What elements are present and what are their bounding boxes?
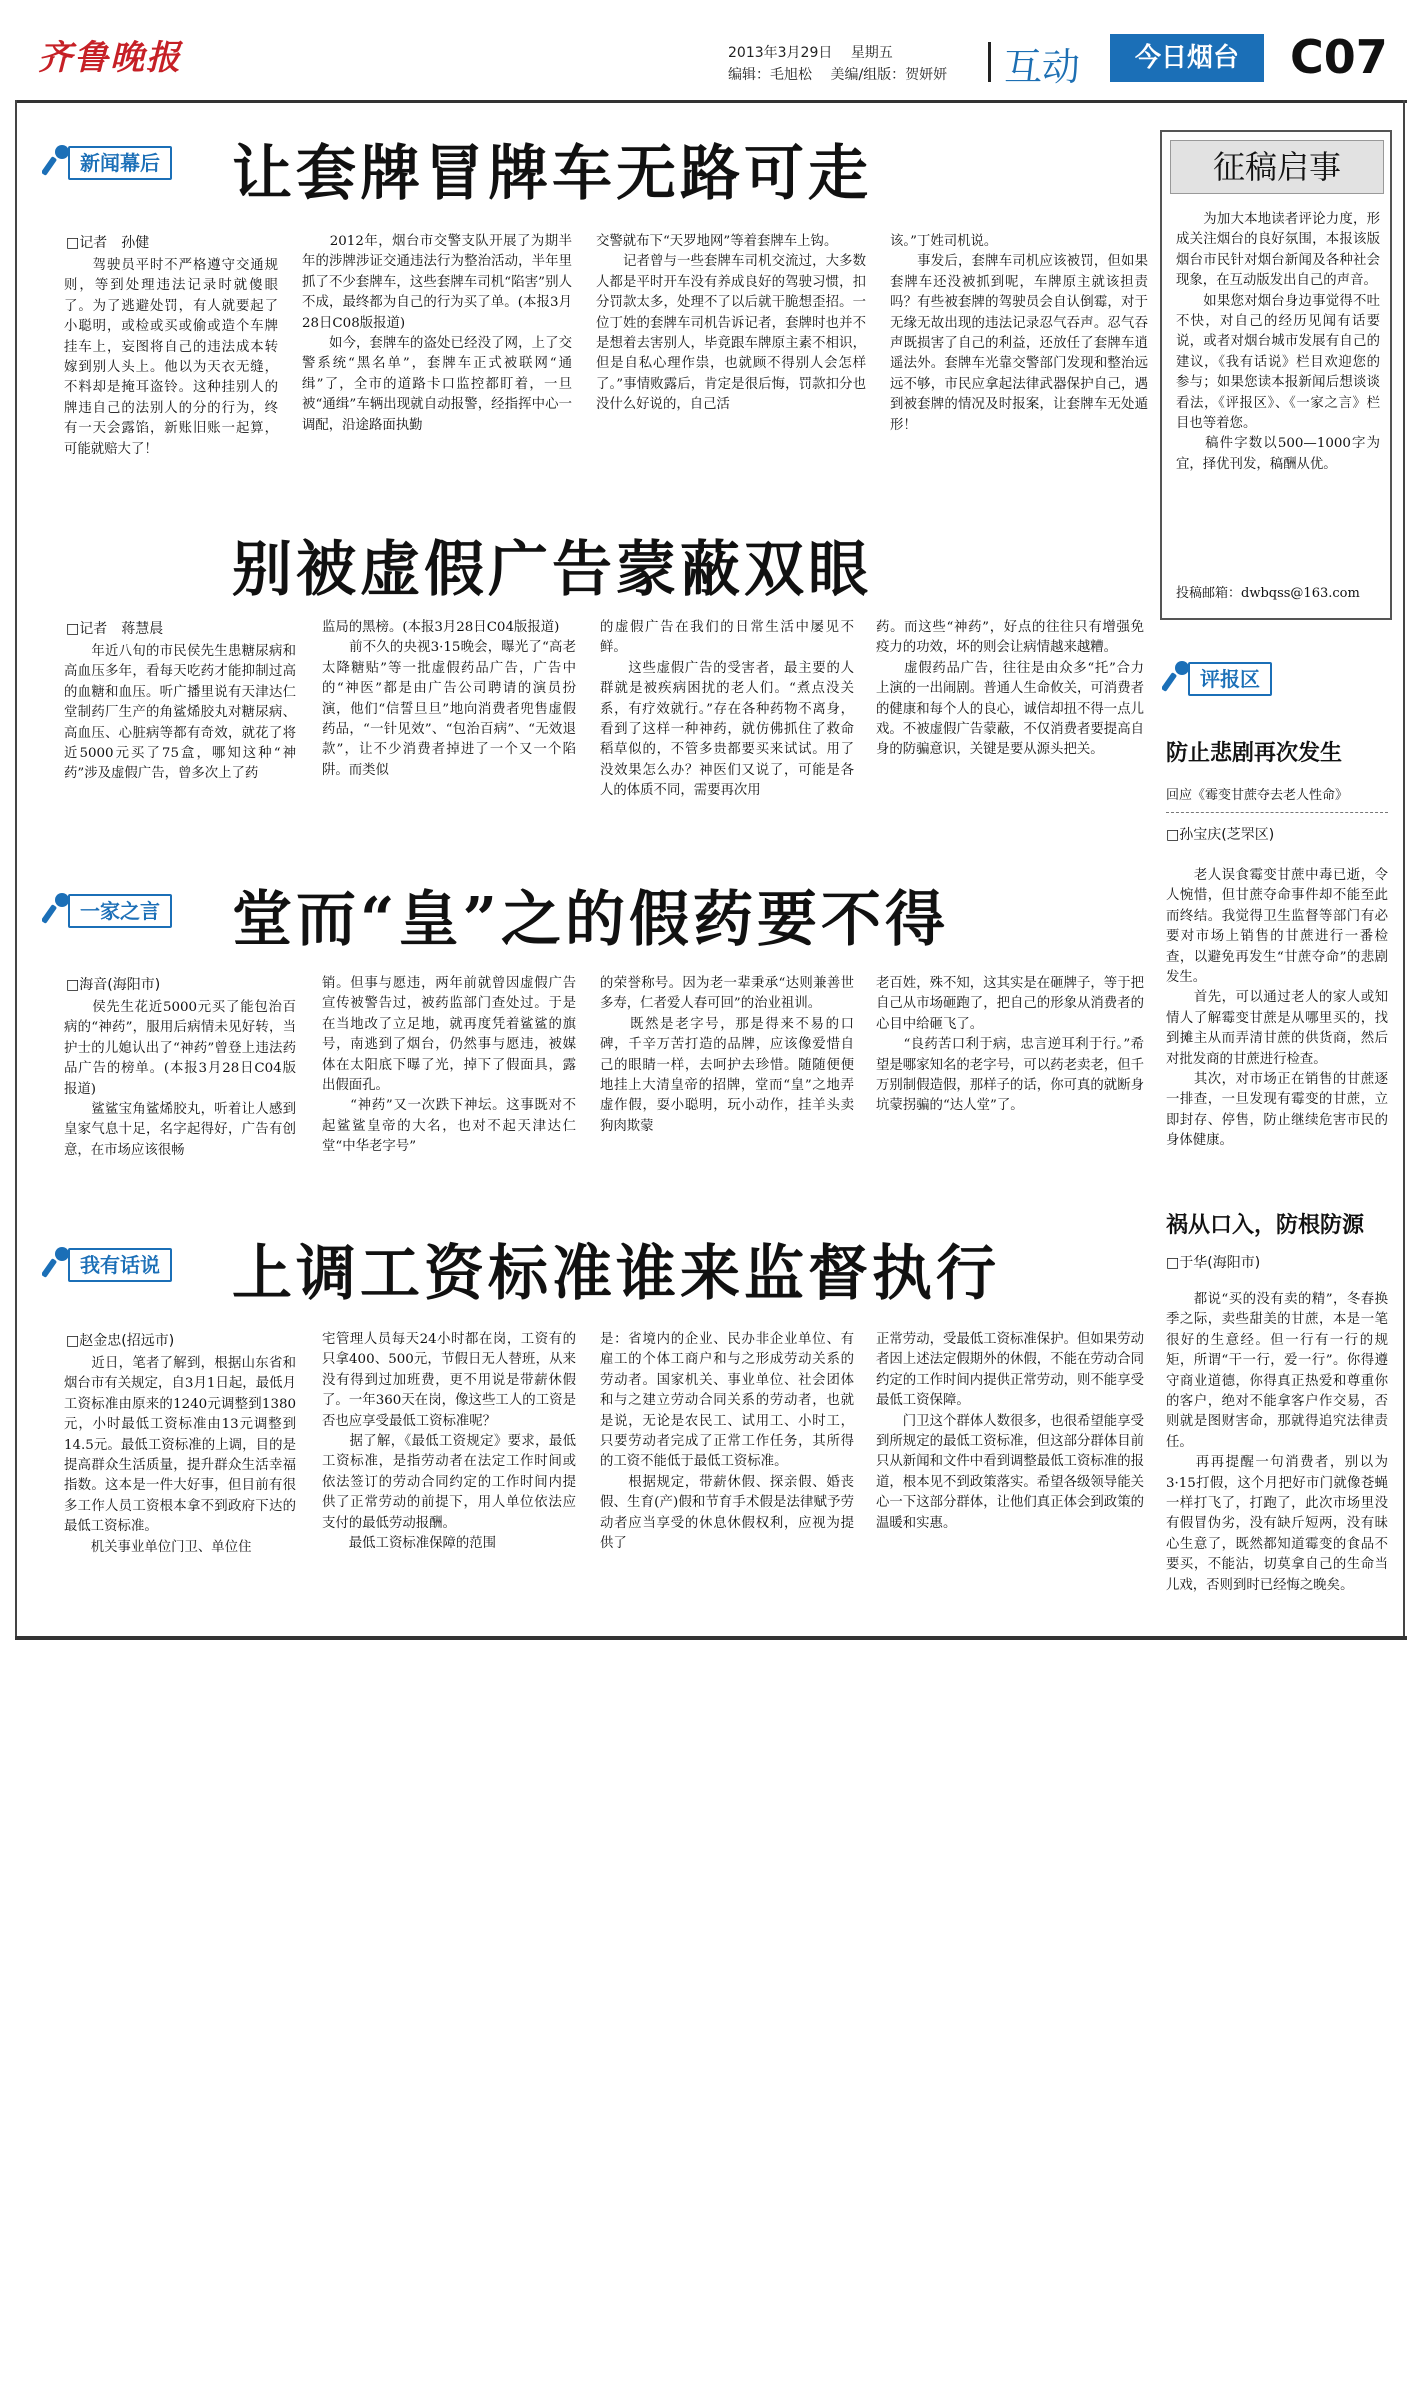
sidebar-headline-2: 祸从口入，防根防源 (1166, 1212, 1365, 1238)
tag-label: 我有话说 (68, 1248, 172, 1282)
editor-credit: 编辑：毛旭松 (728, 67, 812, 83)
article3-col4: 老百姓，殊不知，这其实是在砸牌子，等于把自己从市场砸跑了，把自己的形象从消费者的心目中给砸飞了。 “良药苦口利于病，忠言逆耳利于行。”希望是哪家知名的老字号，可以药老卖老，但千万别制假造假，那样子的话，你可真的就断身坑蒙拐骗的“达人堂”了。 (876, 976, 1144, 1114)
bottom-rule (15, 1636, 1407, 1640)
headline-4: 上调工资标准谁来监督执行 (232, 1239, 1000, 1309)
newspaper-logo: 齐鲁晚报 (38, 38, 182, 78)
article4-col1: 近日，笔者了解到，根据山东省和烟台市有关规定，自3月1日起，最低月工资标准由原来的1240元调整到1380元，小时最低工资标准由13元调整到14.5元。最低工资标准的上调，目的是提高群众生活质量，提升群众生活幸福指数。这本是一件大好事，但目前有很多工作人员工资根本拿不到政府下达的最低工资标准。 机关事业单位门卫、单位住 (64, 1356, 296, 1555)
section-badge: 今日烟台 (1110, 34, 1264, 82)
article1-col2: 2012年，烟台市交警支队开展了为期半年的涉牌涉证交通违法行为整治活动，半年里抓了不少套牌车，这些套牌车司机“陷害”别人不成，最终都为自己的行为买了单。(本报3月28日C08版报道) 如今，套牌车的盗处已经没了网，上了交警系统“黑名单”，套牌车正式被联网“通缉”了，全市的道路卡口监控都盯着，一旦被“通缉”车辆出现就自动报警，经指挥中心一调配，沿途路面执勤 (302, 234, 572, 433)
article1-col4: 该。”丁姓司机说。 事发后，套牌车司机应该被罚，但如果套牌车还没被抓到呢，车牌原主就该担责吗？有些被套牌的驾驶员会自认倒霉，对于无缘无故出现的违法记录忍气吞声。忍气吞声既损害了自己的利益，还放任了套牌车逍遥法外。套牌车光靠交警部门发现和整治远远不够，市民应拿起法律武器保护自己，遇到被套牌的情况及时报案，让套牌车无处遁形！ (890, 234, 1148, 433)
divider (1166, 812, 1388, 813)
tag-label: 一家之言 (68, 894, 172, 928)
issue-weekday: 星期五 (850, 45, 893, 61)
submission-email: 投稿邮箱：dwbqss@163.com (1176, 586, 1360, 601)
article3-col3: 的荣誉称号。因为老一辈秉承“达则兼善世多寿，仁者爱人春可回”的治业祖训。 既然是老字号，那是得来不易的口碑，千辛万苦打造的品牌，应该像爱惜自己的眼睛一样，去呵护去珍惜。随随便便地挂上大清皇帝的招牌，堂而“皇”之地弄虚作假，耍小聪明，玩小动作，挂羊头卖狗肉欺蒙 (600, 976, 854, 1134)
headline-2: 别被虚假广告蒙蔽双眼 (232, 535, 872, 605)
byline-1: □记者 孙健 (66, 235, 150, 251)
article1-col1: 驾驶员平时不严格遵守交通规则，等到处理违法记录时就傻眼了。为了逃避处罚，有人就要起了小聪明，或检或买或偷或造个车牌挂车上，妄图将自己的违法成本转嫁到别人头上。他以为天衣无缝，不料却是掩耳盗铃。这种挂别人的牌违自己的法别人的分的行为，终有一天会露馅，新账旧账一起算，可能就赔大了！ (64, 258, 278, 457)
byline-4: □赵金忠(招远市) (66, 1333, 175, 1349)
headline-1: 让套牌冒牌车无路可走 (232, 139, 872, 209)
tag-label: 新闻幕后 (68, 146, 172, 180)
article3-col2: 销。但事与愿违，两年前就曾因虚假广告宣传被警告过，被药监部门查处过。于是在当地改了立足地，就再度凭着鲨鲨的旗号，南逃到了烟台，仍然事与愿违，被媒体在太阳底下曝了光，掉下了假面具，露出假面孔。 “神药”又一次跌下神坛。这事既对不起鲨鲨皇帝的大名，也对不起天津达仁堂“中华老字号” (322, 976, 576, 1155)
date-line (728, 42, 907, 62)
sidebar-byline-1: □孙宝庆(芝罘区) (1166, 827, 1275, 843)
article4-col4: 正常劳动，受最低工资标准保护。但如果劳动者因上述法定假期外的休假，不能在劳动合同约定的工作时间内提供正常劳动，则不能享受最低工资保障。 门卫这个群体人数很多，也很希望能享受到所规定的最低工资标准，但这部分群体目前只从新闻和文件中看到调整最低工资标准的报道，根本见不到政策落实。希望各级领导能关心一下这部分群体，让他们真正体会到政策的温暖和实惠。 (876, 1332, 1144, 1531)
article2-col2: 监局的黑榜。(本报3月28日C04版报道) 前不久的央视3·15晚会，曝光了“高老太降糖贴”等一批虚假药品广告，广告中的“神医”都是由广告公司聘请的演员扮演，他们“信誓旦旦”地向消费者兜售虚假药品，“一针见效”、“包治百病”、“无效退款”，让不少消费者掉进了一个又一个陷阱。而类似 (322, 620, 576, 778)
page-number: C07 (1290, 30, 1388, 84)
article4-col3: 是：省境内的企业、民办非企业单位、有雇工的个体工商户和与之形成劳动关系的劳动者。国家机关、事业单位、社会团体和与之建立劳动合同关系的劳动者，也就是说，无论是农民工、试用工、小时工，只要劳动者完成了正常工作任务，其所得的工资不能低于最低工资标准。 根据规定，带薪休假、探亲假、婚丧假、生育(产)假和节育手术假是法律赋予劳动者应当享受的休息休假权利，应视为提供了 (600, 1332, 854, 1552)
page-header (0, 0, 1417, 100)
issue-date: 2013年3月29日 (728, 45, 833, 61)
byline-2: □记者 蒋慧晨 (66, 621, 164, 637)
sidebar-headline-1: 防止悲剧再次发生 (1166, 740, 1343, 766)
call-for-submissions-box (1160, 130, 1392, 620)
article1-col3: 交警就布下“天罗地网”等着套牌车上钩。 记者曾与一些套牌车司机交流过，大多数人都是平时开车没有养成良好的驾驶习惯，扣分罚款太多，处理不了以后就干脆想歪招。一位丁姓的套牌车司机告诉记者，套牌时也并不是想着去害别人，毕竟跟车牌原主素不相识，但是自私心理作祟，也就顾不得别人会怎样了。”事情败露后，肯定是很后悔，罚款扣分也没什么好说的，自己活 (596, 234, 866, 413)
headline-3: 堂而“皇”之的假药要不得 (232, 885, 950, 955)
article2-col3: 的虚假广告在我们的日常生活中屡见不鲜。 这些虚假广告的受害者，最主要的人群就是被疾病困扰的老人们。“煮点没关系，有疗效就行。”存在各种药物不离身，看到了这样一种神药，就仿佛抓住了救命稻草似的，不管多贵都要买来试试。用了没效果怎么办？神医们又说了，可能是各人的体质不同，需要再次用 (600, 620, 854, 799)
sidebar-sub-1: 回应《霉变甘蔗夺去老人性命》 (1166, 788, 1349, 803)
call-for-submissions-text: 为加大本地读者评论力度，形成关注烟台的良好氛围，本报该版烟台市民针对烟台新闻及各种社会现象，在互动版发出自己的声音。 如果您对烟台身边事觉得不吐不快，对自己的经历见闻有话要说，或者对烟台城市发展有自己的建议，《我有话说》栏目欢迎您的参与；如果您读本报新闻后想谈谈看法，《评报区》、《一家之言》栏目也等着您。 稿件字数以500—1000字为宜，择优刊发，稿酬从优。 (1176, 212, 1380, 472)
section-name: 互动 (1004, 45, 1081, 89)
editor-line (728, 64, 961, 84)
call-for-submissions-title: 征稿启事 (1170, 140, 1384, 194)
sidebar-text-1: 老人误食霉变甘蔗中毒已逝，令人惋惜，但甘蔗夺命事件却不能至此而终结。我觉得卫生监督等部门有必要对市场上销售的甘蔗进行一番检查，以避免再发生“甘蔗夺命”的悲剧发生。 首先，可以通过老人的家人或知情人了解霉变甘蔗是从哪里买的，找到摊主从而弄清甘蔗的供货商，然后对批发商的甘蔗进行检查。 其次，对市场正在销售的甘蔗逐一排查，一旦发现有霉变的甘蔗，立即封存、停售，防止继续危害市民的身体健康。 (1166, 868, 1388, 1149)
article3-col1: 侯先生花近5000元买了能包治百病的“神药”，服用后病情未见好转，当护士的儿媳认出了“神药”曾登上违法药品广告的榜单。(本报3月28日C04版报道) 鲨鲨宝角鲨烯胶丸，听着让人感到皇家气息十足，名字起得好，广告有创意，在市场应该很畅 (64, 1000, 296, 1158)
article4-col2: 宅管理人员每天24小时都在岗，工资有的只拿400、500元，节假日无人替班，从来没有得到过加班费，更不用说是带薪休假了。一年360天在岗，像这些工人的工资是否也应享受最低工资标准呢？ 据了解，《最低工资规定》要求，最低工资标准，是指劳动者在法定工作时间或依法签订的劳动合同约定的工作时间内提供了正常劳动的前提下，用人单位依法应支付的最低劳动报酬。 最低工资标准保障的范围 (322, 1332, 576, 1552)
tag-label: 评报区 (1188, 662, 1272, 696)
sidebar-byline-2: □于华(海阳市) (1166, 1255, 1261, 1271)
design-credit: 美编/组版：贺妍妍 (830, 67, 948, 83)
header-divider (988, 42, 991, 82)
article2-col4: 药。而这些“神药”，好点的往往只有增强免疫力的功效，坏的则会让病情越来越糟。 虚假药品广告，往往是由众多“托”合力上演的一出闹剧。普通人生命攸关，可消费者的健康和每个人的良心，诚信却扭不得一点儿戏。不被虚假广告蒙蔽，不仅消费者要提高自身的防骗意识，关键是要从源头把关。 (876, 620, 1144, 758)
article2-col1: 年近八旬的市民侯先生患糖尿病和高血压多年，看每天吃药才能抑制过高的血糖和血压。听广播里说有天津达仁堂制药厂生产的角鲨烯胶丸对糖尿病、高血压、心脏病等都有奇效，就花了将近5000元买了75盒，哪知这种“神药”涉及虚假广告，曾多次上了药 (64, 644, 296, 782)
byline-3: □海音(海阳市) (66, 977, 161, 993)
sidebar-text-2: 都说“买的没有卖的精”，冬春换季之际，卖些甜美的甘蔗，本是一笔很好的生意经。但一行有一行的规矩，所谓“干一行，爱一行”。你得遵守商业道德，你得真正热爱和尊重你的客户，绝对不能拿客户作交易，否则就是图财害命，那就得追究法律责任。 再再提醒一句消费者，别以为3·15打假，这个月把好市门就像苍蝇一样打飞了，打跑了，此次市场里没有假冒伪劣，没有缺斤短两，没有昧心生意了，既然都知道霉变的食品不要买，不能沾，切莫拿自己的生命当儿戏，否则到时已经悔之晚矣。 (1166, 1292, 1388, 1593)
